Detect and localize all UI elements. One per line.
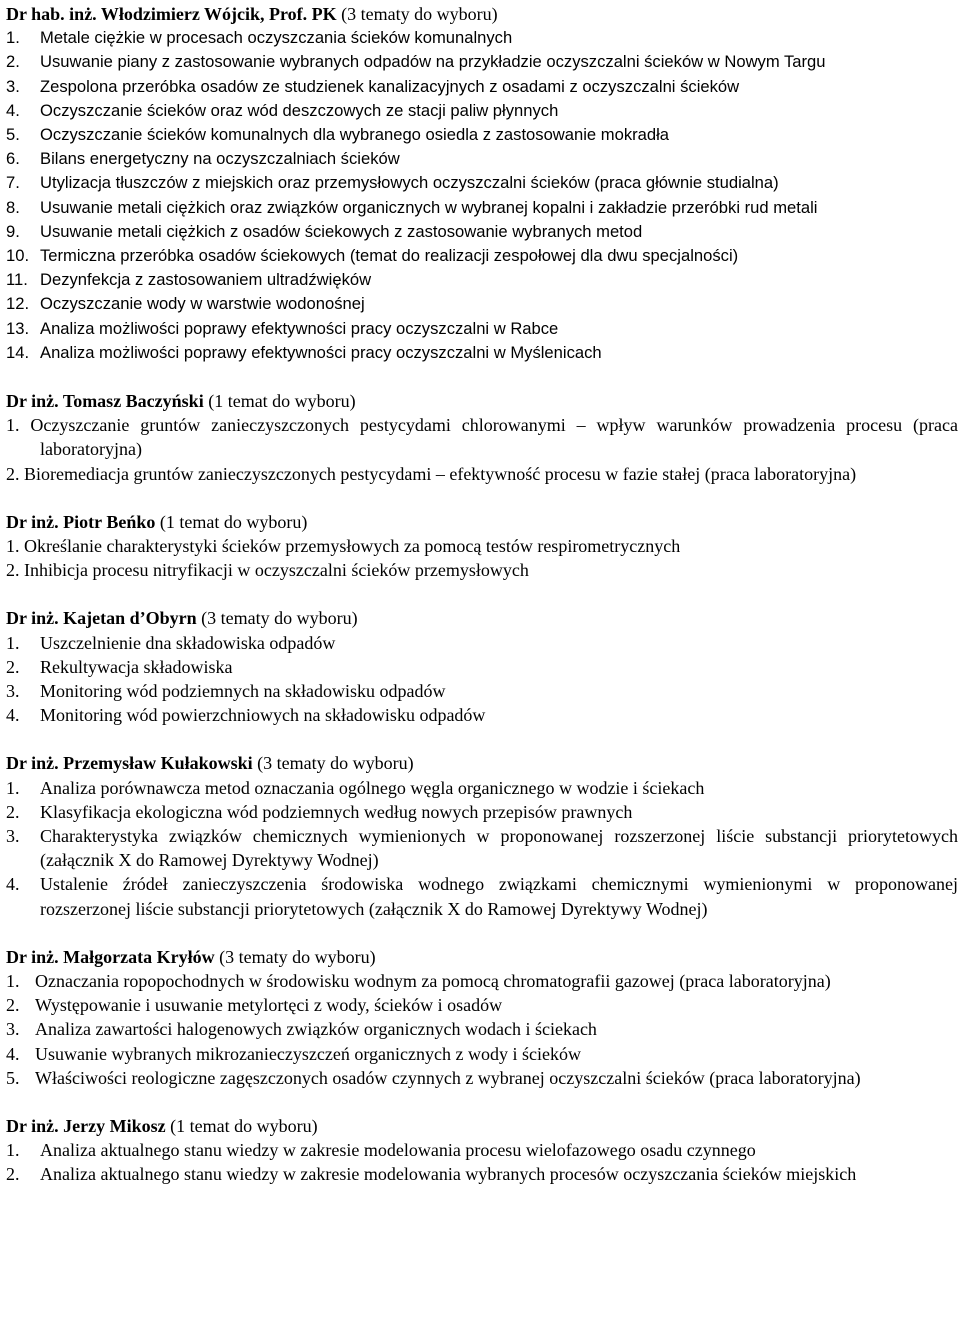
- topic-list: [6, 1138, 958, 1186]
- topic-title: Dezynfekcja z zastosowaniem ultradźwięków: [40, 270, 372, 290]
- topic-title: Uszczelnienie dna składowiska odpadów: [40, 632, 336, 653]
- topic-number: 1.: [6, 28, 20, 48]
- topic-item: [6, 655, 958, 679]
- topic-item: [6, 220, 958, 244]
- topic-title: Monitoring wód powierzchniowych na składowisku odpadów: [40, 705, 486, 726]
- topic-number: 14.: [6, 342, 30, 362]
- topic-section: [6, 510, 958, 583]
- topic-title: Klasyfikacja ekologiczna wód podziemnych według nowych przepisów prawnych: [40, 801, 633, 822]
- topic-item: [6, 292, 958, 316]
- topic-title: Zespolona przeróbka osadów ze studzienek kanalizacyjnych z osadami z oczyszczalni ścieków: [40, 76, 740, 96]
- document: [6, 2, 958, 1187]
- topic-title: Termiczna przeróbka osadów ściekowych (temat do realizacji zespołowej dla dwu specjalności): [40, 246, 739, 266]
- topic-number: 2.: [6, 801, 20, 822]
- supervisor-name: Dr inż. Kajetan d’Obyrn: [6, 608, 197, 629]
- topic-count-note: (3 tematy do wyboru): [341, 4, 498, 24]
- topic-item: [6, 268, 958, 292]
- topic-item: [6, 413, 958, 461]
- topic-number: 5.: [6, 125, 20, 144]
- topic-number: 4.: [6, 1043, 20, 1064]
- topic-title: Utylizacja tłuszczów z miejskich oraz przemysłowych oczyszczalni ścieków (praca głównie studialna): [40, 173, 779, 193]
- topic-title: Analiza możliwości poprawy efektywności pracy oczyszczalni w Rabce: [40, 318, 559, 338]
- topic-title: Rekultywacja składowiska: [40, 656, 233, 677]
- topic-title: Występowanie i usuwanie metylortęci z wody, ścieków i osadów: [35, 995, 503, 1016]
- topic-item: [6, 1066, 958, 1090]
- supervisor-heading: [6, 1114, 958, 1138]
- topic-count-note: (1 temat do wyboru): [170, 1116, 318, 1137]
- topic-item: [6, 75, 958, 99]
- topic-title: Charakterystyka związków chemicznych wymienionych w proponowanej rozszerzonej liście substancji priorytetowych (załącznik X do Ramowej Dyrektywy Wodnej): [40, 826, 958, 871]
- topic-count-note: (3 tematy do wyboru): [257, 753, 414, 774]
- topic-title: Oczyszczanie gruntów zanieczyszczonych pestycydami chlorowanymi – wpływ warunków prowadzenia procesu (praca laboratoryjna): [30, 415, 959, 460]
- topic-item: [6, 872, 958, 920]
- supervisor-name: Dr inż. Piotr Beńko: [6, 511, 156, 532]
- topic-number: 2.: [6, 463, 20, 484]
- topic-item: [6, 1162, 958, 1186]
- topic-title: Oczyszczanie ścieków oraz wód deszczowych ze stacji paliw płynnych: [40, 100, 559, 120]
- topic-list: [6, 631, 958, 728]
- topic-number: 3.: [6, 681, 20, 702]
- topic-number: 12.: [6, 294, 30, 314]
- supervisor-heading: [6, 945, 958, 969]
- topic-title: Właściwości reologiczne zagęszczonych osadów czynnych z wybranej oczyszczalni ścieków (praca laboratoryjna): [35, 1067, 861, 1088]
- topic-item: [6, 824, 958, 872]
- supervisor-name: Dr hab. inż. Włodzimierz Wójcik, Prof. PK: [6, 4, 337, 24]
- topic-number: 2.: [6, 656, 20, 677]
- topic-section: [6, 1114, 958, 1187]
- topic-item: [6, 196, 958, 220]
- topic-item: [6, 679, 958, 703]
- supervisor-name: Dr inż. Jerzy Mikosz: [6, 1116, 166, 1137]
- topic-number: 8.: [6, 197, 20, 217]
- topic-title: Usuwanie wybranych mikrozanieczyszczeń organicznych z wody i ścieków: [35, 1043, 581, 1064]
- topic-title: Analiza zawartości halogenowych związków organicznych wodach i ściekach: [35, 1019, 597, 1040]
- topic-number: 1.: [6, 777, 20, 798]
- topic-item: [6, 147, 958, 171]
- topic-number: 3.: [6, 1019, 20, 1040]
- topic-item: [6, 776, 958, 800]
- topic-section: [6, 389, 958, 486]
- topic-item: [6, 993, 958, 1017]
- topic-list: [6, 413, 958, 486]
- topic-number: 3.: [6, 826, 20, 847]
- topic-item: [6, 703, 958, 727]
- topic-title: Bilans energetyczny na oczyszczalniach ścieków: [40, 149, 400, 169]
- topic-number: 9.: [6, 221, 20, 241]
- topic-item: [6, 1017, 958, 1041]
- topic-item: [6, 99, 958, 123]
- topic-number: 4.: [6, 874, 20, 895]
- topic-title: Określanie charakterystyki ścieków przemysłowych za pomocą testów respirometrycznych: [24, 536, 681, 557]
- topic-title: Analiza aktualnego stanu wiedzy w zakresie modelowania procesu wielofazowego osadu czynnego: [40, 1140, 756, 1161]
- topic-title: Ustalenie źródeł zanieczyszczenia środowiska wodnego związkami chemicznymi wymienionymi w proponowanej rozszerzonej liście substancji priorytetowych (załącznik X do Ramowej Dyrektywy Wodnej): [40, 874, 958, 919]
- topic-number: 2.: [6, 52, 20, 72]
- supervisor-name: Dr inż. Tomasz Baczyński: [6, 391, 204, 412]
- supervisor-name: Dr inż. Małgorzata Kryłów: [6, 946, 215, 967]
- topic-title: Usuwanie metali ciężkich z osadów ściekowych z zastosowanie wybranych metod: [40, 221, 643, 241]
- topic-title: Inhibicja procesu nitryfikacji w oczyszczalni ścieków przemysłowych: [24, 560, 529, 581]
- topic-item: [6, 171, 958, 195]
- topic-number: 1.: [6, 632, 20, 653]
- topic-item: [6, 317, 958, 341]
- topic-list: [6, 534, 958, 582]
- topic-number: 4.: [6, 100, 20, 120]
- supervisor-name: Dr inż. Przemysław Kułakowski: [6, 753, 253, 774]
- topic-title: Metale ciężkie w procesach oczyszczania ścieków komunalnych: [40, 28, 513, 48]
- topic-number: 10.: [6, 246, 30, 266]
- topic-number: 13.: [6, 318, 30, 338]
- topic-number: 11.: [6, 270, 28, 290]
- supervisor-heading: [6, 751, 958, 775]
- topic-title: Oczyszczanie wody w warstwie wodonośnej: [40, 294, 365, 314]
- topic-item: [6, 123, 958, 147]
- topic-item: [6, 558, 958, 582]
- topic-title: Usuwanie piany z zastosowanie wybranych odpadów na przykładzie oczyszczalni ścieków w Nowym Targu: [40, 52, 826, 72]
- supervisor-heading: [6, 389, 958, 413]
- topic-number: 1.: [6, 1140, 20, 1161]
- topic-title: Monitoring wód podziemnych na składowisku odpadów: [40, 681, 446, 702]
- topic-item: [6, 534, 958, 558]
- topic-number: 2.: [6, 995, 20, 1016]
- topic-list: [6, 26, 958, 365]
- topic-count-note: (3 tematy do wyboru): [219, 946, 376, 967]
- topic-item: [6, 969, 958, 993]
- supervisor-heading: [6, 606, 958, 630]
- topic-number: 3.: [6, 76, 20, 96]
- topic-item: [6, 1138, 958, 1162]
- supervisor-heading: [6, 2, 958, 26]
- topic-title: Analiza aktualnego stanu wiedzy w zakresie modelowania wybranych procesów oczyszczania ścieków miejskich: [40, 1164, 857, 1185]
- topic-number: 4.: [6, 705, 20, 726]
- topic-number: 7.: [6, 173, 20, 193]
- topic-title: Bioremediacja gruntów zanieczyszczonych pestycydami – efektywność procesu w fazie stałej (praca laboratoryjna): [24, 463, 857, 484]
- topic-number: 1.: [6, 536, 20, 557]
- supervisor-heading: [6, 510, 958, 534]
- topic-number: 6.: [6, 149, 20, 169]
- topic-number: 2.: [6, 560, 20, 581]
- topic-item: [6, 50, 958, 74]
- topic-item: [6, 244, 958, 268]
- topic-list: [6, 969, 958, 1090]
- topic-list: [6, 776, 958, 921]
- topic-title: Oczyszczanie ścieków komunalnych dla wybranego osiedla z zastosowanie mokradła: [40, 125, 670, 144]
- topic-item: [6, 1042, 958, 1066]
- topic-count-note: (1 temat do wyboru): [159, 511, 308, 532]
- topic-title: Usuwanie metali ciężkich oraz związków organicznych w wybranej kopalni i zakładzie przeróbki rud metali: [40, 197, 818, 217]
- topic-number: 5.: [6, 1067, 20, 1088]
- topic-item: [6, 462, 958, 486]
- topic-number: 2.: [6, 1164, 20, 1185]
- topic-section: [6, 606, 958, 727]
- topic-title: Analiza możliwości poprawy efektywności pracy oczyszczalni w Myślenicach: [40, 342, 602, 362]
- topic-item: [6, 800, 958, 824]
- topic-item: [6, 341, 958, 365]
- topic-section: [6, 2, 958, 365]
- topic-number: 1.: [6, 971, 20, 992]
- topic-item: [6, 26, 958, 50]
- topic-title: Oznaczania ropopochodnych w środowisku wodnym za pomocą chromatografii gazowej (praca laboratoryjna): [35, 971, 831, 992]
- topic-count-note: (1 temat do wyboru): [208, 391, 356, 412]
- topic-section: [6, 751, 958, 920]
- topic-count-note: (3 tematy do wyboru): [201, 608, 358, 629]
- topic-number: 1.: [6, 415, 20, 436]
- topic-item: [6, 631, 958, 655]
- topic-section: [6, 945, 958, 1090]
- topic-title: Analiza porównawcza metod oznaczania ogólnego węgla organicznego w wodzie i ściekach: [40, 777, 705, 798]
